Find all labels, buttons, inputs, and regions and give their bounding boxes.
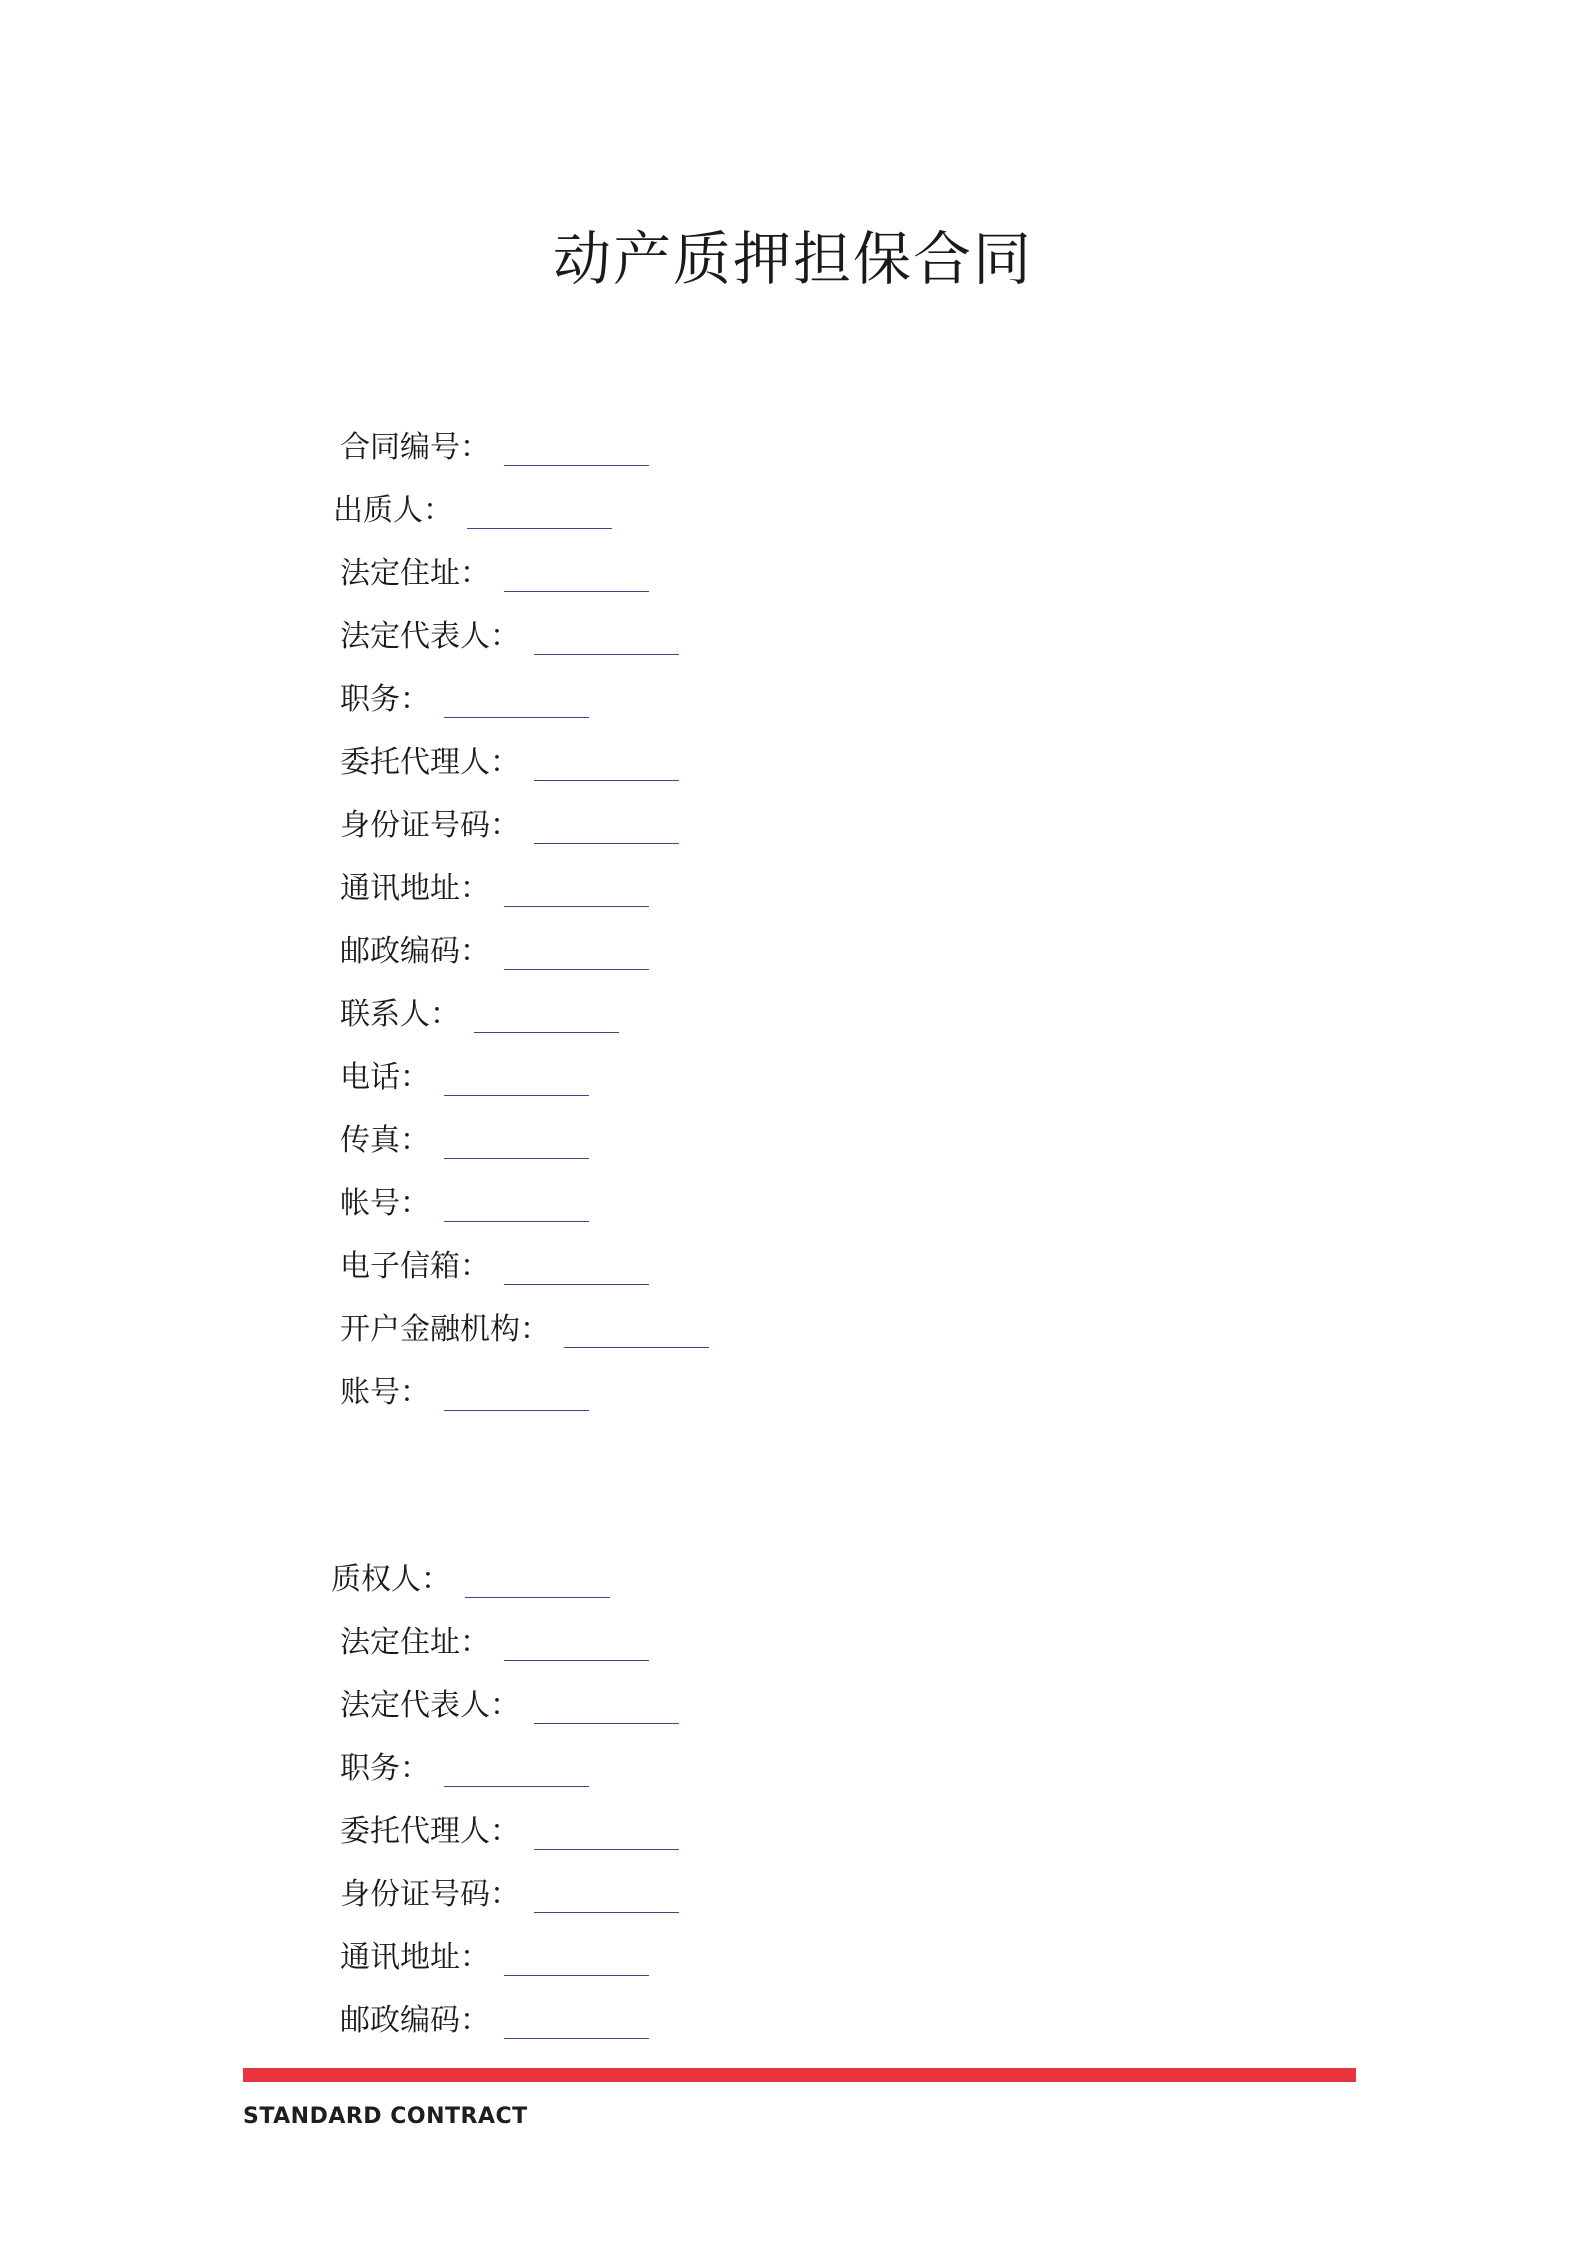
field-contact-person bbox=[340, 993, 619, 1037]
field-blank-line[interactable] bbox=[504, 2008, 649, 2039]
field-bank bbox=[340, 1308, 709, 1352]
field-label: 委托代理人： bbox=[340, 1814, 520, 1849]
field-position bbox=[340, 1747, 589, 1791]
field-fax bbox=[340, 1119, 589, 1163]
field-blank-line[interactable] bbox=[534, 1693, 679, 1724]
field-blank-line[interactable] bbox=[504, 876, 649, 907]
field-pledgee bbox=[331, 1558, 610, 1602]
field-label: 合同编号： bbox=[340, 430, 490, 465]
field-blank-line[interactable] bbox=[504, 1630, 649, 1661]
field-label: 邮政编码： bbox=[340, 2003, 490, 2038]
field-blank-line[interactable] bbox=[504, 1254, 649, 1285]
field-blank-line[interactable] bbox=[504, 561, 649, 592]
field-label: 电话： bbox=[340, 1060, 430, 1095]
field-label: 通讯地址： bbox=[340, 1940, 490, 1975]
field-pledgor bbox=[333, 489, 612, 533]
field-label: 传真： bbox=[340, 1123, 430, 1158]
field-blank-line[interactable] bbox=[444, 1128, 589, 1159]
field-legal-address bbox=[340, 552, 649, 596]
page-title: 动产质押担保合同 bbox=[552, 225, 1033, 293]
field-label: 身份证号码： bbox=[340, 808, 520, 843]
field-blank-line[interactable] bbox=[444, 1065, 589, 1096]
field-position bbox=[340, 678, 589, 722]
field-label: 法定住址： bbox=[340, 1625, 490, 1660]
field-label: 联系人： bbox=[340, 997, 460, 1032]
field-label: 质权人： bbox=[331, 1562, 451, 1597]
field-id-number bbox=[340, 1873, 679, 1917]
field-authorized-agent bbox=[340, 741, 679, 785]
field-label: 帐号： bbox=[340, 1186, 430, 1221]
field-blank-line[interactable] bbox=[444, 1380, 589, 1411]
field-blank-line[interactable] bbox=[534, 1819, 679, 1850]
field-blank-line[interactable] bbox=[564, 1317, 709, 1348]
field-postal-code bbox=[340, 930, 649, 974]
field-label: 法定代表人： bbox=[340, 619, 520, 654]
field-label: 身份证号码： bbox=[340, 1877, 520, 1912]
field-label: 职务： bbox=[340, 682, 430, 717]
field-blank-line[interactable] bbox=[444, 1191, 589, 1222]
field-authorized-agent bbox=[340, 1810, 679, 1854]
field-id-number bbox=[340, 804, 679, 848]
field-label: 委托代理人： bbox=[340, 745, 520, 780]
field-blank-line[interactable] bbox=[534, 813, 679, 844]
field-blank-line[interactable] bbox=[534, 624, 679, 655]
field-mailing-address bbox=[340, 1936, 649, 1980]
field-mailing-address bbox=[340, 867, 649, 911]
field-blank-line[interactable] bbox=[467, 498, 612, 529]
field-label: 账号： bbox=[340, 1375, 430, 1410]
field-label: 邮政编码： bbox=[340, 934, 490, 969]
field-email bbox=[340, 1245, 649, 1289]
field-bank-account bbox=[340, 1371, 589, 1415]
field-phone bbox=[340, 1056, 589, 1100]
field-label: 电子信箱： bbox=[340, 1249, 490, 1284]
field-blank-line[interactable] bbox=[504, 1945, 649, 1976]
field-legal-address bbox=[340, 1621, 649, 1665]
field-postal-code bbox=[340, 1999, 649, 2043]
field-legal-representative bbox=[340, 1684, 679, 1728]
field-label: 法定住址： bbox=[340, 556, 490, 591]
field-blank-line[interactable] bbox=[504, 939, 649, 970]
field-contract-number bbox=[340, 426, 649, 470]
field-blank-line[interactable] bbox=[444, 1756, 589, 1787]
field-blank-line[interactable] bbox=[465, 1567, 610, 1598]
field-label: 法定代表人： bbox=[340, 1688, 520, 1723]
footer-label: STANDARD CONTRACT bbox=[243, 2104, 528, 2129]
field-blank-line[interactable] bbox=[534, 750, 679, 781]
field-account bbox=[340, 1182, 589, 1226]
field-blank-line[interactable] bbox=[444, 687, 589, 718]
footer-bar bbox=[243, 2068, 1356, 2082]
field-label: 职务： bbox=[340, 1751, 430, 1786]
field-blank-line[interactable] bbox=[474, 1002, 619, 1033]
field-blank-line[interactable] bbox=[534, 1882, 679, 1913]
field-label: 通讯地址： bbox=[340, 871, 490, 906]
field-blank-line[interactable] bbox=[504, 435, 649, 466]
field-label: 开户金融机构： bbox=[340, 1312, 550, 1347]
field-label: 出质人： bbox=[333, 493, 453, 528]
field-legal-representative bbox=[340, 615, 679, 659]
